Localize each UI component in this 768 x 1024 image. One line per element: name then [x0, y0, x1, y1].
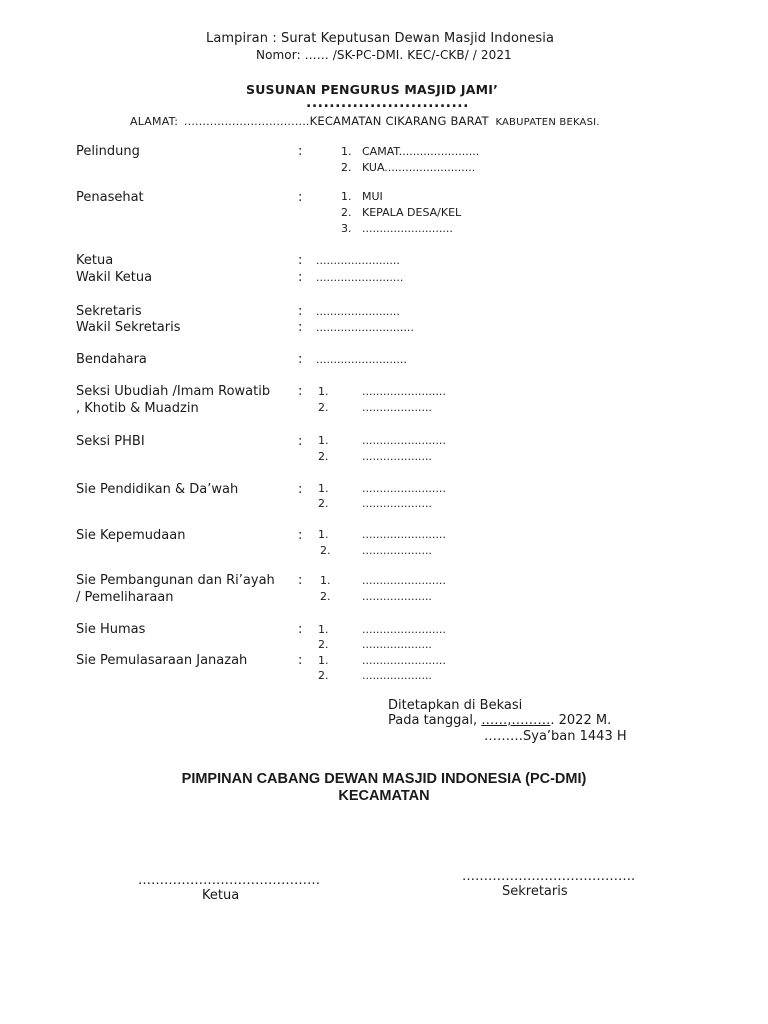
- item-number: 2.: [320, 590, 331, 603]
- label-sie-pembangunan: Sie Pembangunan dan Ri’ayah: [76, 573, 275, 588]
- item-value: ....................: [362, 638, 432, 651]
- item-number: 1.: [318, 385, 329, 398]
- item-value: ....................: [362, 544, 432, 557]
- header-nomor: Nomor: …… /SK-PC-DMI. KEC/-CKB/ / 2021: [256, 48, 512, 62]
- label-pelindung: Pelindung: [76, 144, 140, 159]
- tanggal-prefix: Pada tanggal,: [388, 713, 482, 728]
- label-seksi-phbi: Seksi PHBI: [76, 434, 145, 449]
- item-value: ..........................: [316, 353, 407, 366]
- item-number: 2.: [318, 450, 329, 463]
- hijri-date-line: ………Sya’ban 1443 H: [484, 729, 627, 744]
- address-line: [130, 114, 600, 128]
- colon: :: [298, 384, 303, 399]
- item-value: ........................: [362, 385, 446, 398]
- colon: :: [298, 528, 303, 543]
- item-value: ............................: [316, 321, 414, 334]
- item-number: 3.: [341, 222, 352, 235]
- item-number: 2.: [318, 638, 329, 651]
- colon: :: [298, 144, 303, 159]
- label-sie-pendidikan: Sie Pendidikan & Da’wah: [76, 482, 239, 497]
- item-number: 2.: [341, 206, 352, 219]
- label-seksi-ubudiah: Seksi Ubudiah /Imam Rowatib: [76, 384, 271, 399]
- colon: :: [298, 253, 303, 268]
- ditetapkan-line: Ditetapkan di Bekasi: [388, 698, 523, 713]
- label-seksi-ubudiah-2: , Khotib & Muadzin: [76, 401, 199, 416]
- item-value: ....................: [362, 669, 432, 682]
- item-value: MUI: [362, 190, 383, 203]
- address-kabupaten: KABUPATEN BEKASI.: [495, 117, 600, 128]
- label-sekretaris: Sekretaris: [76, 304, 142, 319]
- item-value: ........................: [316, 305, 400, 318]
- organization-name: PIMPINAN CABANG DEWAN MASJID INDONESIA (PC-DMI): [181, 771, 587, 787]
- item-number: 1.: [318, 434, 329, 447]
- colon: :: [298, 622, 303, 637]
- label-wakil-ketua: Wakil Ketua: [76, 270, 153, 285]
- colon: :: [298, 320, 303, 335]
- item-value: KUA..........................: [362, 161, 476, 174]
- colon: :: [298, 190, 303, 205]
- item-number: 2.: [318, 497, 329, 510]
- item-number: 1.: [320, 574, 331, 587]
- item-number: 1.: [318, 654, 329, 667]
- item-number: 1.: [318, 482, 329, 495]
- colon: :: [298, 304, 303, 319]
- item-value: ..........................: [362, 222, 453, 235]
- colon: :: [298, 270, 303, 285]
- address-label: ALAMAT:: [130, 115, 179, 128]
- label-bendahara: Bendahara: [76, 352, 147, 367]
- colon: :: [298, 482, 303, 497]
- tanggal-date: ……,………: [481, 713, 551, 728]
- address-kecamatan: KECAMATAN CIKARANG BARAT: [309, 114, 489, 128]
- item-number: 2.: [318, 669, 329, 682]
- item-number: 2.: [318, 401, 329, 414]
- item-value: ........................: [362, 623, 446, 636]
- item-value: ....................: [362, 590, 432, 603]
- tanggal-line: [388, 713, 611, 728]
- title-dots: ............................: [306, 95, 469, 111]
- label-ketua: Ketua: [76, 253, 114, 268]
- label-sie-humas: Sie Humas: [76, 622, 146, 637]
- item-value: ........................: [362, 482, 446, 495]
- item-value: .........................: [316, 271, 404, 284]
- item-number: 2.: [320, 544, 331, 557]
- label-sie-kepemudaan: Sie Kepemudaan: [76, 528, 186, 543]
- address-dots: ..................................: [183, 115, 310, 128]
- item-value: ........................: [362, 434, 446, 447]
- label-sie-pembangunan-2: / Pemeliharaan: [76, 590, 174, 605]
- item-value: ....................: [362, 401, 432, 414]
- organization-kecamatan: KECAMATAN: [338, 788, 430, 804]
- item-number: 1.: [318, 623, 329, 636]
- label-wakil-sekretaris: Wakil Sekretaris: [76, 320, 181, 335]
- item-value: ........................: [362, 574, 446, 587]
- signature-line-sekretaris: ………………………………….: [462, 869, 636, 884]
- item-number: 1.: [341, 145, 352, 158]
- header-lampiran: Lampiran : Surat Keputusan Dewan Masjid Indonesia: [206, 31, 555, 46]
- item-value: CAMAT.......................: [362, 145, 480, 158]
- item-value: ....................: [362, 497, 432, 510]
- item-number: 2.: [341, 161, 352, 174]
- item-value: ........................: [316, 254, 400, 267]
- item-number: 1.: [341, 190, 352, 203]
- colon: :: [298, 352, 303, 367]
- colon: :: [298, 653, 303, 668]
- item-value: ....................: [362, 450, 432, 463]
- colon: :: [298, 573, 303, 588]
- colon: :: [298, 434, 303, 449]
- signature-title-ketua: Ketua: [202, 888, 240, 903]
- item-value: KEPALA DESA/KEL: [362, 206, 462, 219]
- item-value: ........................: [362, 654, 446, 667]
- signature-line-ketua: ……………………………………: [138, 873, 320, 888]
- tanggal-suffix: . 2022 M.: [550, 713, 612, 728]
- item-value: ........................: [362, 528, 446, 541]
- signature-title-sekretaris: Sekretaris: [502, 884, 568, 899]
- item-number: 1.: [318, 528, 329, 541]
- page-title: SUSUNAN PENGURUS MASJID JAMI’: [246, 82, 499, 97]
- label-penasehat: Penasehat: [76, 190, 144, 205]
- label-sie-pemulasaraan: Sie Pemulasaraan Janazah: [76, 653, 248, 668]
